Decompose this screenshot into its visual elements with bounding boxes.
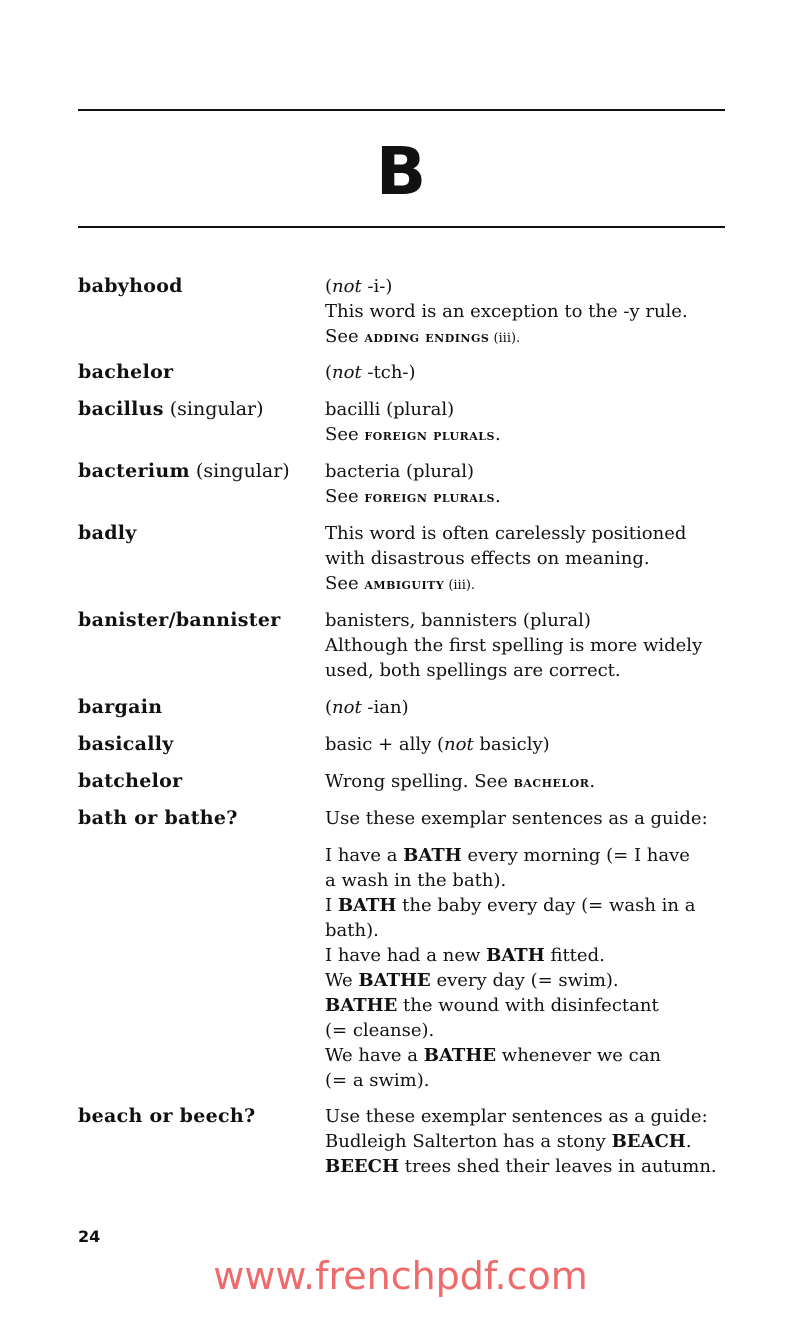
definition [325,397,725,447]
headword-qualifier: (singular) [189,460,290,482]
definition-line [325,633,725,658]
headword [78,732,174,757]
text-segment: ( [325,697,333,718]
headword [78,769,182,794]
text-segment: banisters, bannisters (plural) [325,610,591,631]
headword [78,521,137,546]
text-segment: (= cleanse). [325,1020,435,1041]
definition-line [325,732,725,757]
text-segment: Use these exemplar sentences as a guide: [325,808,708,829]
text-segment: I have a [325,845,404,866]
headword [78,608,281,633]
definition-line [325,658,725,683]
headword-text: bachelor [78,361,174,383]
text-segment: . [494,486,501,507]
text-segment: whenever we can [496,1045,662,1066]
emphasis-word: BATHE [358,970,431,991]
emphasis-word: BATH [403,845,462,866]
text-segment: . [589,771,596,792]
headword-text: bath or bathe? [78,807,238,829]
text-segment: I have had a new [325,945,487,966]
definition [325,521,725,596]
text-segment: bacteria (plural) [325,461,475,482]
definition-line [325,608,725,633]
emphasis-word: BATH [337,895,397,916]
text-segment: used, both spellings are correct. [325,660,621,681]
emphasis-word: BATHE [423,1045,497,1066]
text-segment: a wash in the bath). [325,870,507,891]
cross-reference: bachelor [513,773,590,791]
text-segment: the baby every day (= wash in a [396,895,696,916]
text-segment: . [494,424,501,445]
text-segment: I [325,895,338,916]
text-segment: ( [325,276,333,297]
definition-line [325,695,725,720]
headword [78,695,162,720]
emphasis-word: BATHE [325,995,398,1016]
definition-line [325,571,725,596]
headword [78,459,290,484]
section-letter: B [375,133,426,210]
definition-line [325,769,725,794]
definition-line [325,422,725,447]
text-segment: every morning (= I have [461,845,690,866]
text-segment: Budleigh Salterton has a stony [325,1131,612,1152]
text-segment: This word is an exception to the -y rule. [325,301,688,322]
text-segment: See [325,573,365,594]
text-segment: with disastrous effects on meaning. [325,548,650,569]
text-segment: (iii). [489,331,521,346]
text-segment: -ian) [361,697,409,718]
headword [78,806,238,831]
text-segment: . [685,1131,692,1152]
definition-line [325,459,725,484]
definition-line [325,943,725,968]
definition-line [325,843,725,868]
definition-line [325,893,725,918]
text-segment: Use these exemplar sentences as a guide: [325,1106,708,1127]
definition-line [325,1154,725,1179]
emphasis-word: BEACH [611,1131,686,1152]
headword-text: beach or beech? [78,1105,256,1127]
text-segment: every day (= swim). [430,970,619,991]
definition [325,459,725,509]
definition-line [325,1104,725,1129]
definition-line [325,324,725,349]
text-segment: See [325,424,365,445]
page-number: 24 [78,1227,101,1246]
definition-line [325,993,725,1018]
headword-text: banister/bannister [78,609,281,631]
text-segment: This word is often carelessly positioned [325,523,687,544]
definition [325,769,725,794]
text-segment: Although the first spelling is more widely [325,635,703,656]
text-segment: We [325,970,359,991]
definition [325,806,725,1093]
definition-line [325,868,725,893]
definition [325,608,725,683]
watermark: www.frenchpdf.com [213,1254,588,1298]
definition [325,274,725,349]
definition [325,360,725,385]
text-segment: We have a [325,1045,424,1066]
headword-qualifier: (singular) [163,398,264,420]
cross-reference: adding endings [364,328,490,346]
definition-line [325,484,725,509]
headword-text: bargain [78,696,163,718]
text-segment: bacilli (plural) [325,399,455,420]
definition-line [325,299,725,324]
definition-line [325,360,725,385]
definition-line [325,1068,725,1093]
cross-reference: ambiguity [364,575,445,593]
headword-text: badly [78,522,137,544]
definition-line [325,521,725,546]
text-segment: (= a swim). [325,1070,430,1091]
text-segment: not [332,276,362,297]
text-segment: not [332,697,362,718]
headword-text: babyhood [78,275,183,297]
text-segment: -i-) [361,276,393,297]
definition-line [325,1018,725,1043]
text-segment: bath). [325,920,379,941]
headword [78,360,173,385]
definition-line [325,397,725,422]
text-segment: See [325,326,365,347]
emphasis-word: BATH [486,945,545,966]
definition-line [325,274,725,299]
headword [78,1104,255,1129]
cross-reference: foreign plurals [364,426,495,444]
headword-text: basically [78,733,174,755]
definition-line [325,806,725,831]
top-rule [78,109,725,111]
definition [325,695,725,720]
text-segment: Wrong spelling. See [325,771,514,792]
definition-line [325,546,725,571]
definition-line [325,968,725,993]
headword-text: batchelor [78,770,183,792]
emphasis-word: BEECH [325,1156,399,1177]
headword-text: bacterium [78,460,190,482]
definition-line [325,1043,725,1068]
cross-reference: foreign plurals [364,488,495,506]
headword [78,274,183,299]
text-segment: See [325,486,365,507]
text-segment: (iii). [444,578,476,593]
bottom-rule [78,226,725,228]
text-segment: not [332,362,362,383]
definition [325,1104,725,1179]
definition [325,732,725,757]
text-segment: -tch-) [361,362,416,383]
headword [78,397,264,422]
text-segment: basicly) [473,734,550,755]
definition-line [325,918,725,943]
text-segment: fitted. [544,945,605,966]
text-segment: trees shed their leaves in autumn. [399,1156,717,1177]
definition-line [325,1129,725,1154]
text-segment: the wound with disinfectant [397,995,659,1016]
headword-text: bacillus [78,398,164,420]
text-segment: not [444,734,474,755]
text-segment: basic + ally ( [325,734,445,755]
text-segment: ( [325,362,333,383]
